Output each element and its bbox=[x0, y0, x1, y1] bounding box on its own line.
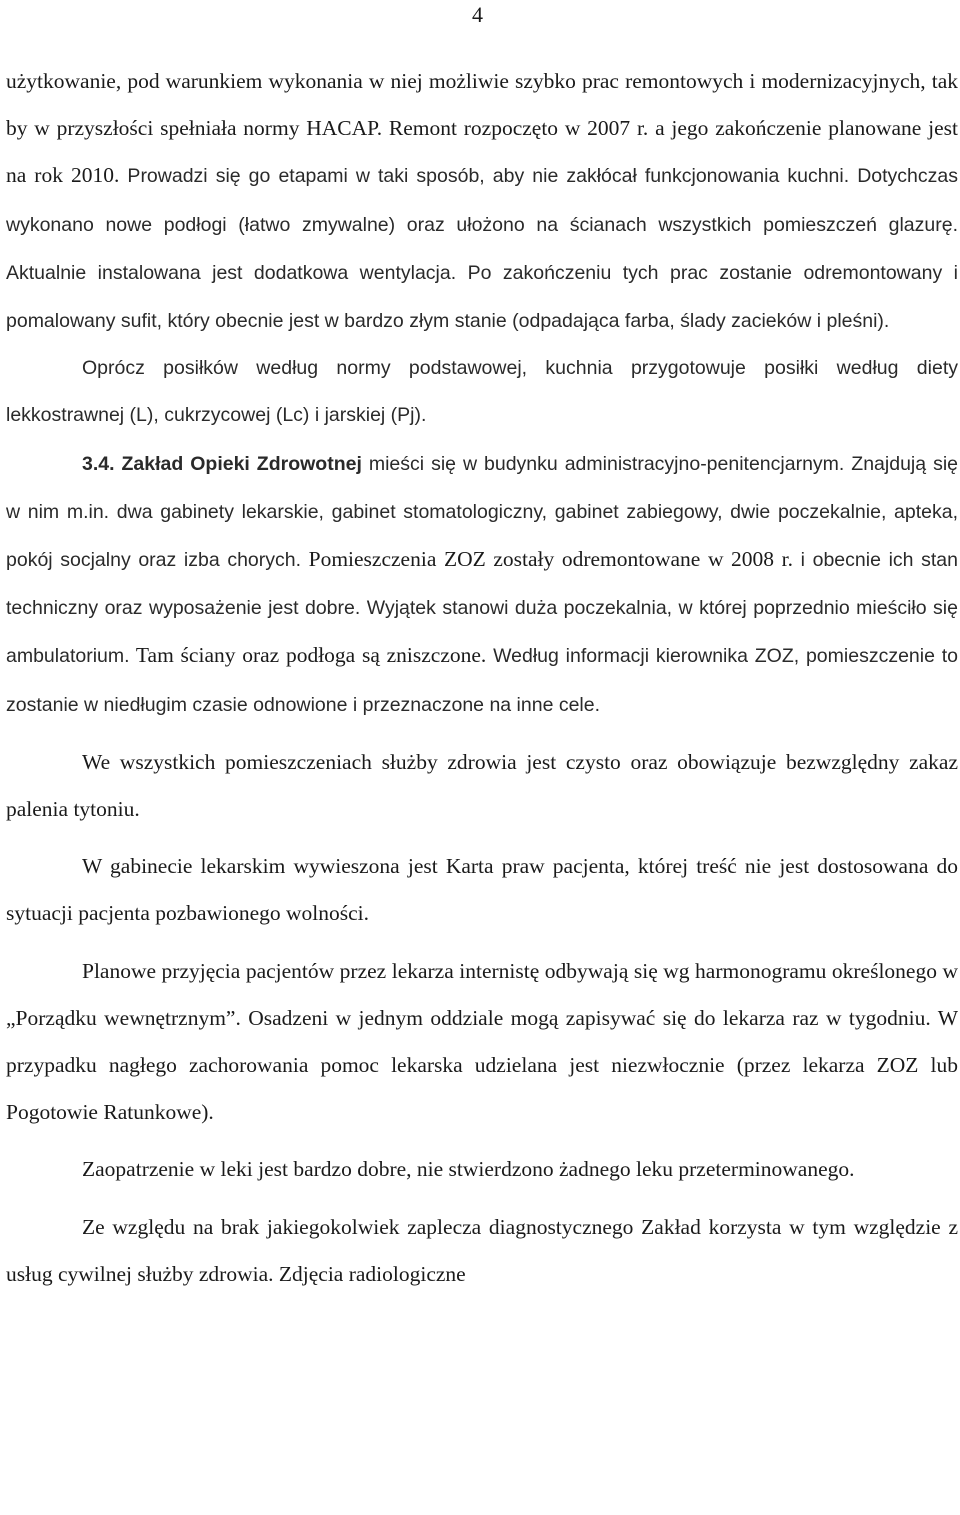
paragraph-text: użytkowanie, pod warunkiem wykonania w niej możliwie szybko prac remontowych i modernizacyjnych, tak by w przyszłości spełniała normy HACAP. Remont rozpoczęto w 2007 r. a jego zakończenie planowane jest na rok 2010. bbox=[6, 69, 958, 188]
paragraph-kitchen-renovation bbox=[6, 58, 958, 345]
paragraph-admissions: Planowe przyjęcia pacjentów przez lekarza internistę odbywają się wg harmonogramu określonego w „Porządku wewnętrznym”. Osadzeni w jednym oddziale mogą zapisywać się do lekarza raz w tygodniu. W przypadku nagłego zachorowania pomoc lekarska udzielana jest niezwłocznie (przez lekarza ZOZ lub Pogotowie Ratunkowe). bbox=[6, 958, 958, 1125]
section-heading: 3.4. Zakład Opieki Zdrowotnej bbox=[82, 452, 362, 475]
paragraph-text: i obecnie ich stan techniczny oraz wyposażenie jest dobre. Wyjątek stanowi duża poczekalnia, w której poprzednio mieściło się ambulatorium. bbox=[6, 549, 958, 668]
paragraph-smoking: We wszystkich pomieszczeniach służby zdrowia jest czysto oraz obowiązuje bezwzględny zakaz palenia tytoniu. bbox=[6, 749, 958, 822]
paragraph-text: Prowadzi się go etapami w taki sposób, aby nie zakłócał funkcjonowania kuchni. Dotychczas wykonano nowe podłogi (łatwo zmywalne) oraz ułożono na ścianach wszystkich pomieszczeń glazurę. Aktualnie instalowana jest dodatkowa wentylacja. Po zakończeniu tych prac zostanie odremontowany i pomalowany sufit, który obecnie jest w bardzo złym stanie (odpadająca farba, ślady zacieków i pleśni). bbox=[6, 165, 958, 333]
paragraph-text: Pomieszczenia ZOZ zostały odremontowane w 2008 r. bbox=[301, 547, 794, 572]
paragraph-text: Według informacji kierownika ZOZ, pomieszczenie to zostanie w niedługim czasie odnowione i przeznaczone na inne cele. bbox=[6, 645, 958, 716]
paragraph-diets: Oprócz posiłków według normy podstawowej, kuchnia przygotowuje posiłki według diety lekkostrawnej (L), cukrzycowej (Lc) i jarskiej (Pj). bbox=[6, 357, 958, 427]
paragraph-diagnostics: Ze względu na brak jakiegokolwiek zaplecza diagnostycznego Zakład korzysta w tym względzie z usług cywilnej służby zdrowia. Zdjęcia radiologiczne bbox=[6, 1214, 958, 1286]
paragraph-patient-rights: W gabinecie lekarskim wywieszona jest Karta praw pacjenta, której treść nie jest dostosowana do sytuacji pacjenta pozbawionego wolności. bbox=[6, 854, 958, 926]
paragraph-text: Tam ściany oraz podłoga są zniszczone. bbox=[129, 643, 487, 668]
paragraph-text: mieści się w budynku administracyjno-penitencjarnym. Znajdują się w nim m.in. dwa gabinety lekarskie, gabinet stomatologiczny, gabinet zabiegowy, dwie poczekalnie, apteka, pokój socjalny oraz izba chorych. bbox=[6, 452, 958, 572]
paragraph-zoz bbox=[6, 440, 958, 729]
document-body bbox=[6, 58, 958, 1298]
paragraph-medicines: Zaopatrzenie w leki jest bardzo dobre, nie stwierdzono żadnego leku przeterminowanego. bbox=[82, 1157, 855, 1182]
page-number: 4 bbox=[472, 2, 483, 27]
